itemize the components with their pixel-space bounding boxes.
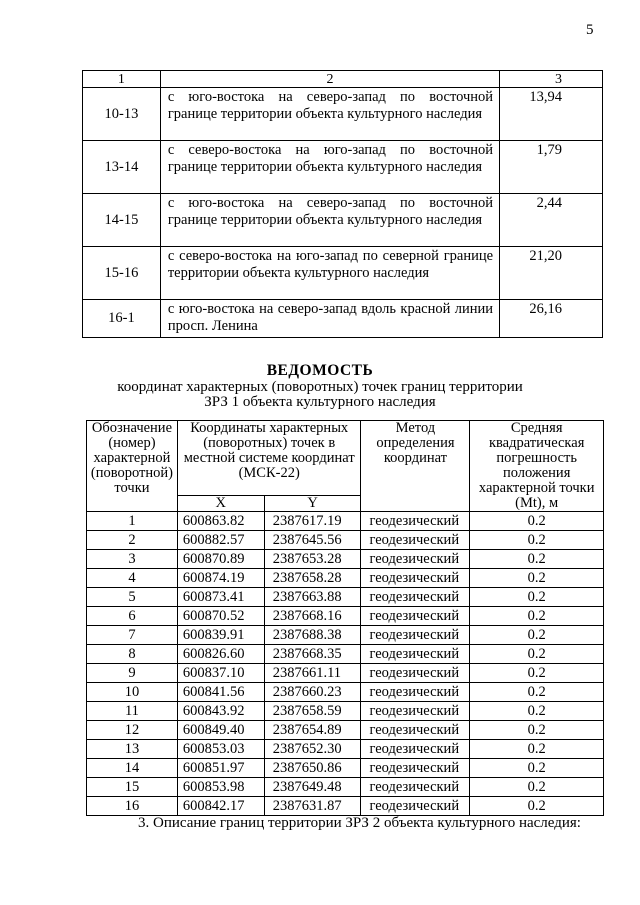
mean-error: 0.2 [470,512,604,531]
coordinates-body [87,512,604,816]
statement-subtitle-line2: ЗРЗ 1 объекта культурного наследия [204,394,436,410]
coord-y: 2387668.35 [264,645,361,664]
method: геодезический [361,778,470,797]
coord-y: 2387661.11 [264,664,361,683]
coord-x: 600882.57 [177,531,264,550]
method: геодезический [361,759,470,778]
point-number: 10 [87,683,178,702]
mean-error: 0.2 [470,645,604,664]
point-number: 1 [87,512,178,531]
header-error: Средняя квадратическая погрешность положения характерной точки (Mt), м [470,421,604,512]
coord-y: 2387660.23 [264,683,361,702]
segments-header-col1: 1 [83,71,161,88]
mean-error: 0.2 [470,702,604,721]
method: геодезический [361,645,470,664]
page-number: 5 [586,22,594,38]
coord-y: 2387658.59 [264,702,361,721]
point-number: 2 [87,531,178,550]
method: геодезический [361,797,470,816]
coord-x: 600851.97 [177,759,264,778]
mean-error: 0.2 [470,531,604,550]
segment-length: 21,20 [500,247,603,300]
method: геодезический [361,550,470,569]
segments-header-row [83,71,603,88]
coord-x: 600841.56 [177,683,264,702]
method: геодезический [361,588,470,607]
coordinate-row [87,797,604,816]
point-number: 8 [87,645,178,664]
coord-x: 600843.92 [177,702,264,721]
segment-id: 15-16 [83,247,161,300]
coordinate-row [87,664,604,683]
mean-error: 0.2 [470,607,604,626]
segment-description: с юго-востока на северо-запад по восточной границе территории объекта культурного наследия [160,88,499,141]
point-number: 12 [87,721,178,740]
point-number: 11 [87,702,178,721]
header-coordinates: Координаты характерных (поворотных) точек в местной системе координат (МСК-22) [177,421,361,496]
coord-x: 600863.82 [177,512,264,531]
method: геодезический [361,512,470,531]
point-number: 3 [87,550,178,569]
point-number: 7 [87,626,178,645]
coordinate-row [87,702,604,721]
coordinate-row [87,626,604,645]
coord-x: 600826.60 [177,645,264,664]
segment-description: с северо-востока на юго-запад по восточной границе территории объекта культурного наследия [160,141,499,194]
statement-subtitle-line1: координат характерных (поворотных) точек границ территории [117,379,523,395]
coord-y: 2387645.56 [264,531,361,550]
coordinate-row [87,569,604,588]
coordinate-row [87,588,604,607]
coord-x: 600873.41 [177,588,264,607]
segment-id: 16-1 [83,300,161,338]
segments-header-col3: 3 [500,71,603,88]
coord-y: 2387658.28 [264,569,361,588]
coordinate-row [87,531,604,550]
coordinate-row [87,607,604,626]
coordinate-row [87,759,604,778]
coord-y: 2387617.19 [264,512,361,531]
mean-error: 0.2 [470,626,604,645]
method: геодезический [361,721,470,740]
header-x: X [177,496,264,512]
coord-x: 600870.89 [177,550,264,569]
segment-description: с юго-востока на северо-запад вдоль красной линии просп. Ленина [160,300,499,338]
point-number: 9 [87,664,178,683]
method: геодезический [361,740,470,759]
coord-y: 2387652.30 [264,740,361,759]
coordinate-row [87,512,604,531]
method: геодезический [361,569,470,588]
header-method: Метод определения координат [361,421,470,512]
segment-id: 14-15 [83,194,161,247]
boundary-segments-table [82,70,603,338]
segment-description: с юго-востока на северо-запад по восточной границе территории объекта культурного наследия [160,194,499,247]
segment-id: 13-14 [83,141,161,194]
method: геодезический [361,702,470,721]
point-number: 15 [87,778,178,797]
segment-row [83,247,603,300]
method: геодезический [361,607,470,626]
segment-length: 26,16 [500,300,603,338]
coordinate-row [87,683,604,702]
header-point-designation: Обозначение (номер) характерной (поворотной) точки [87,421,178,512]
coord-y: 2387668.16 [264,607,361,626]
method: геодезический [361,664,470,683]
coord-y: 2387631.87 [264,797,361,816]
coord-y: 2387688.38 [264,626,361,645]
coord-y: 2387653.28 [264,550,361,569]
coord-x: 600837.10 [177,664,264,683]
mean-error: 0.2 [470,721,604,740]
segment-description: с северо-востока на юго-запад по северной границе территории объекта культурного наследия [160,247,499,300]
mean-error: 0.2 [470,797,604,816]
mean-error: 0.2 [470,588,604,607]
method: геодезический [361,531,470,550]
statement-title: ВЕДОМОСТЬ [266,362,374,379]
mean-error: 0.2 [470,683,604,702]
segment-row [83,88,603,141]
mean-error: 0.2 [470,664,604,683]
point-number: 16 [87,797,178,816]
mean-error: 0.2 [470,550,604,569]
coordinate-row [87,721,604,740]
coord-y: 2387654.89 [264,721,361,740]
mean-error: 0.2 [470,759,604,778]
coordinates-table [86,420,604,816]
coordinate-row [87,550,604,569]
coord-x: 600870.52 [177,607,264,626]
segment-row [83,141,603,194]
segments-body [83,88,603,338]
point-number: 14 [87,759,178,778]
coord-x: 600839.91 [177,626,264,645]
mean-error: 0.2 [470,740,604,759]
header-y: Y [264,496,361,512]
coordinate-row [87,778,604,797]
segments-header-col2: 2 [160,71,499,88]
mean-error: 0.2 [470,569,604,588]
coord-x: 600853.03 [177,740,264,759]
point-number: 5 [87,588,178,607]
coord-x: 600853.98 [177,778,264,797]
segment-length: 1,79 [500,141,603,194]
segment-length: 2,44 [500,194,603,247]
coord-x: 600849.40 [177,721,264,740]
segment-id: 10-13 [83,88,161,141]
method: геодезический [361,683,470,702]
point-number: 6 [87,607,178,626]
coordinate-row [87,740,604,759]
coordinate-row [87,645,604,664]
point-number: 13 [87,740,178,759]
section-heading: 3. Описание границ территории ЗРЗ 2 объекта культурного наследия: [138,815,581,831]
coord-x: 600842.17 [177,797,264,816]
coordinates-header-row [87,421,604,496]
segment-length: 13,94 [500,88,603,141]
coord-y: 2387650.86 [264,759,361,778]
segment-row [83,300,603,338]
mean-error: 0.2 [470,778,604,797]
coord-x: 600874.19 [177,569,264,588]
method: геодезический [361,626,470,645]
point-number: 4 [87,569,178,588]
segment-row [83,194,603,247]
coord-y: 2387663.88 [264,588,361,607]
coord-y: 2387649.48 [264,778,361,797]
